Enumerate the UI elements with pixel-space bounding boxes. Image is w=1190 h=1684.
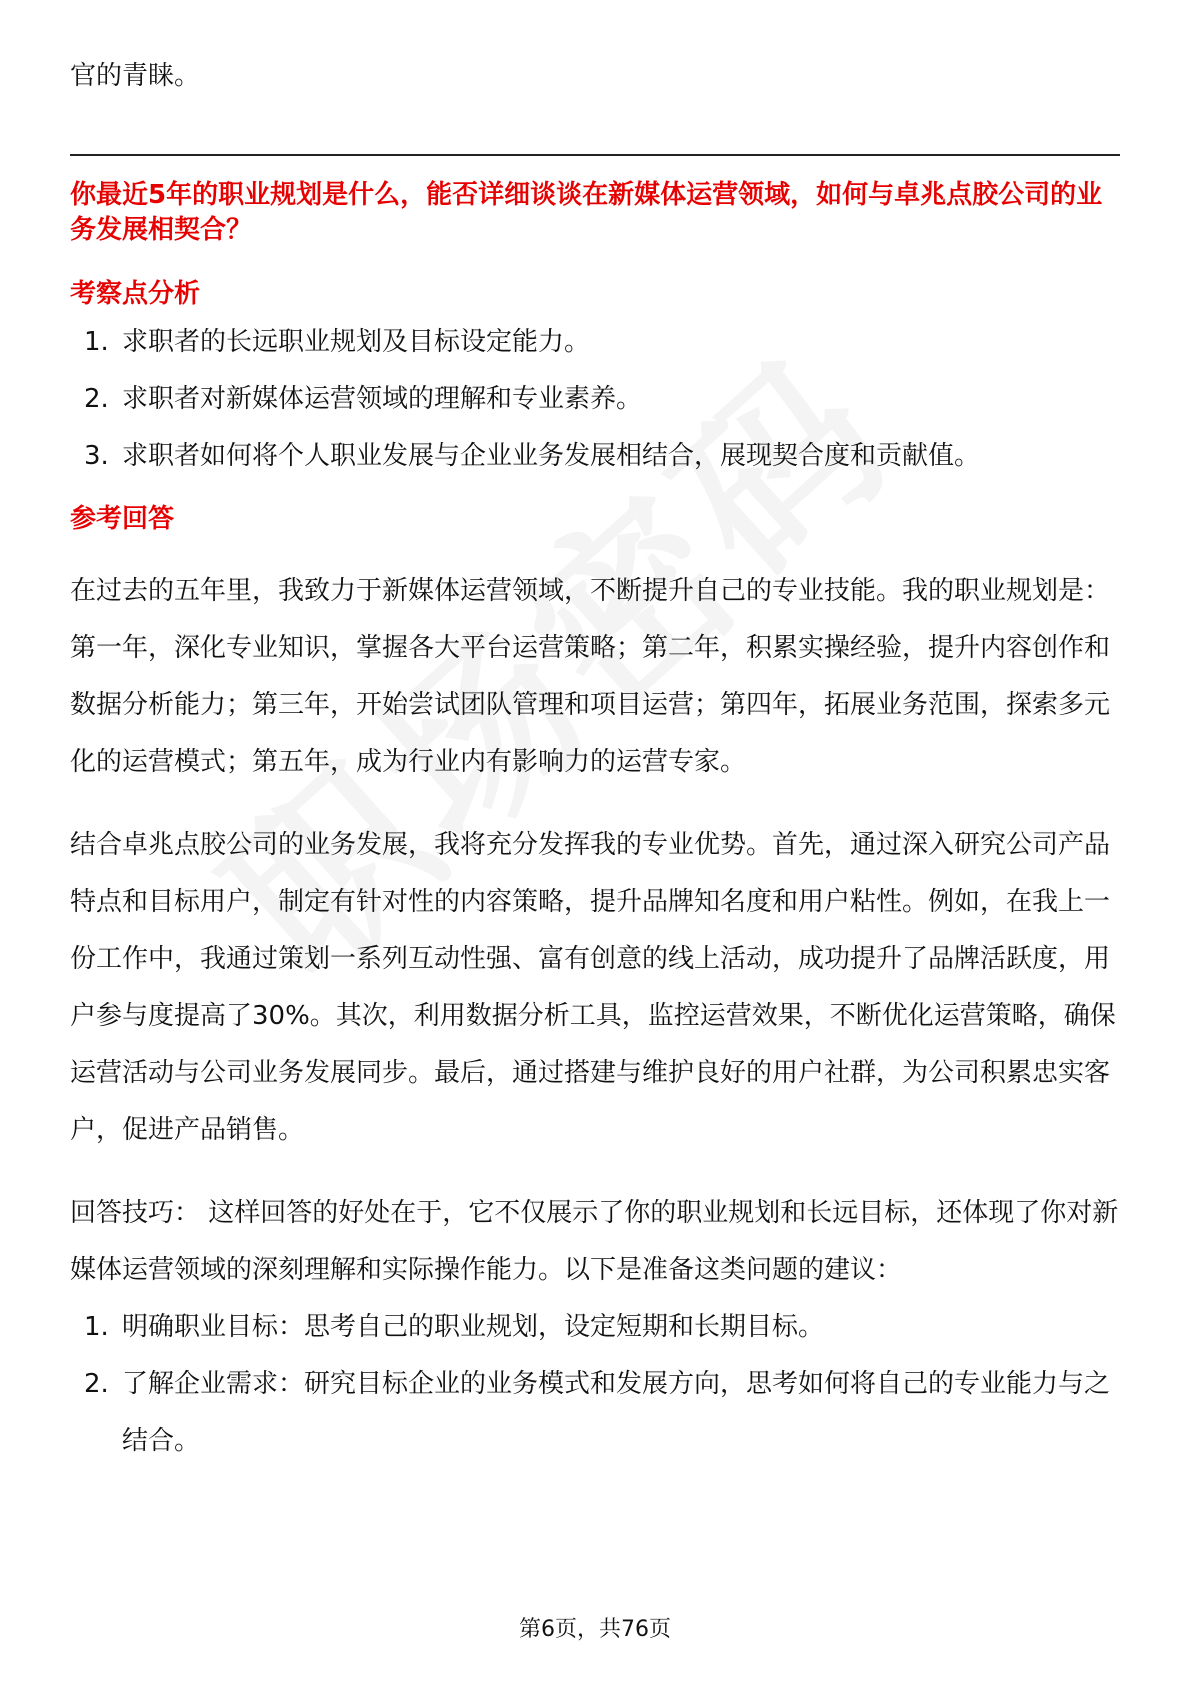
- section-divider: [70, 154, 1120, 156]
- list-item-number: 2.: [84, 1369, 109, 1399]
- list-item: [70, 1356, 1120, 1470]
- list-item-text: 明确职业目标：思考自己的职业规划，设定短期和长期目标。: [122, 1312, 825, 1342]
- list-item-number: 1.: [84, 327, 109, 357]
- list-item: [70, 371, 1120, 428]
- list-item-text: 求职者如何将个人职业发展与企业业务发展相结合，展现契合度和贡献值。: [122, 441, 981, 471]
- list-item: [70, 1299, 1120, 1356]
- tips-list: [70, 1299, 1120, 1470]
- page-content: [70, 56, 1120, 1470]
- answer-tips: 回答技巧： 这样回答的好处在于，它不仅展示了你的职业规划和长远目标，还体现了你对新媒体运营领域的深刻理解和实际操作能力。以下是准备这类问题的建议：: [70, 1198, 1119, 1285]
- page-footer: 第6页，共76页: [519, 1617, 671, 1642]
- list-item-number: 1.: [84, 1312, 109, 1342]
- analysis-heading: 考察点分析: [70, 279, 201, 309]
- list-item-text: 了解企业需求：研究目标企业的业务模式和发展方向，思考如何将自己的专业能力与之结合。: [122, 1369, 1111, 1456]
- continuation-text: 官的青睐。: [70, 61, 201, 91]
- reference-paragraph-2: 结合卓兆点胶公司的业务发展，我将充分发挥我的专业优势。首先，通过深入研究公司产品特点和目标用户，制定有针对性的内容策略，提升品牌知名度和用户粘性。例如，在我上一份工作中，我通过策划一系列互动性强、富有创意的线上活动，成功提升了品牌活跃度，用户参与度提高了30%。其次，利用数据分析工具，监控运营效果，不断优化运营策略，确保运营活动与公司业务发展同步。最后，通过搭建与维护良好的用户社群，为公司积累忠实客户，促进产品销售。: [70, 830, 1116, 1145]
- list-item-text: 求职者对新媒体运营领域的理解和专业素养。: [122, 384, 643, 414]
- list-item-number: 2.: [84, 384, 109, 414]
- list-item: [70, 314, 1120, 371]
- list-item-number: 3.: [84, 441, 109, 471]
- list-item: [70, 428, 1120, 485]
- reference-heading: 参考回答: [70, 504, 175, 534]
- analysis-list: [70, 314, 1120, 485]
- reference-paragraph-1: 在过去的五年里，我致力于新媒体运营领域，不断提升自己的专业技能。我的职业规划是：第一年，深化专业知识，掌握各大平台运营策略；第二年，积累实操经验，提升内容创作和数据分析能力；第三年，开始尝试团队管理和项目运营；第四年，拓展业务范围，探索多元化的运营模式；第五年，成为行业内有影响力的运营专家。: [70, 576, 1111, 777]
- list-item-text: 求职者的长远职业规划及目标设定能力。: [122, 327, 591, 357]
- question-title: 你最近5年的职业规划是什么，能否详细谈谈在新媒体运营领域，如何与卓兆点胶公司的业务发展相契合？: [70, 180, 1103, 245]
